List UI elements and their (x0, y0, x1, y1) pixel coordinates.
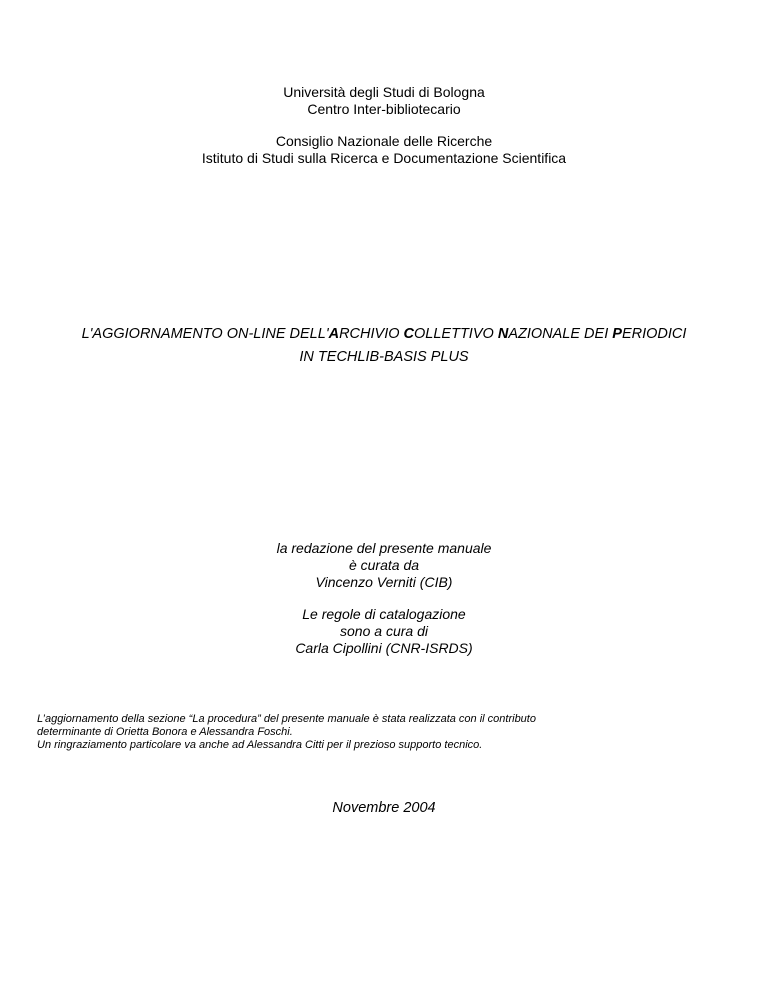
title-initial-c: C (403, 326, 415, 342)
title-seg-4: AZIONALE DEI (508, 326, 613, 342)
acknowledgement-line-1: L’aggiornamento della sezione “La procedura” del presente manuale è stata realizzata con il contributo (37, 713, 536, 725)
title-seg-5: ERIODICI (621, 326, 687, 342)
title-seg-2: RCHIVIO (339, 326, 404, 342)
center-name: Centro Inter-bibliotecario (307, 101, 461, 117)
title-initial-p: P (612, 326, 622, 342)
institute-name: Istituto di Studi sulla Ricerca e Documentazione Scientifica (201, 150, 567, 166)
title-initial-a: A (328, 326, 340, 342)
acknowledgement-line-2: determinante di Orietta Bonora e Alessandra Foschi. (37, 726, 293, 738)
publication-date: Novembre 2004 (332, 800, 436, 816)
title-line-2: IN TECHLIB-BASIS PLUS (299, 349, 469, 365)
manual-credit-line-1: la redazione del presente manuale (276, 540, 492, 556)
acknowledgement-line-3: Un ringraziamento particolare va anche ad Alessandra Citti per il prezioso supporto tecnico. (37, 739, 483, 751)
rules-credit-line-1: Le regole di catalogazione (302, 606, 466, 622)
council-name: Consiglio Nazionale delle Ricerche (275, 133, 493, 149)
manual-credit-line-2: è curata da (348, 557, 420, 573)
university-name: Università degli Studi di Bologna (283, 84, 485, 100)
rules-credit-line-2: sono a cura di (340, 623, 428, 639)
title-seg-1: L'AGGIORNAMENTO ON-LINE DELL' (81, 326, 329, 342)
rules-editor-name: Carla Cipollini (CNR-ISRDS) (295, 640, 473, 656)
manual-editor-name: Vincenzo Verniti (CIB) (315, 574, 453, 590)
title-line-1 (0, 326, 768, 343)
title-seg-3: OLLETTIVO (414, 326, 498, 342)
title-initial-n: N (497, 326, 509, 342)
